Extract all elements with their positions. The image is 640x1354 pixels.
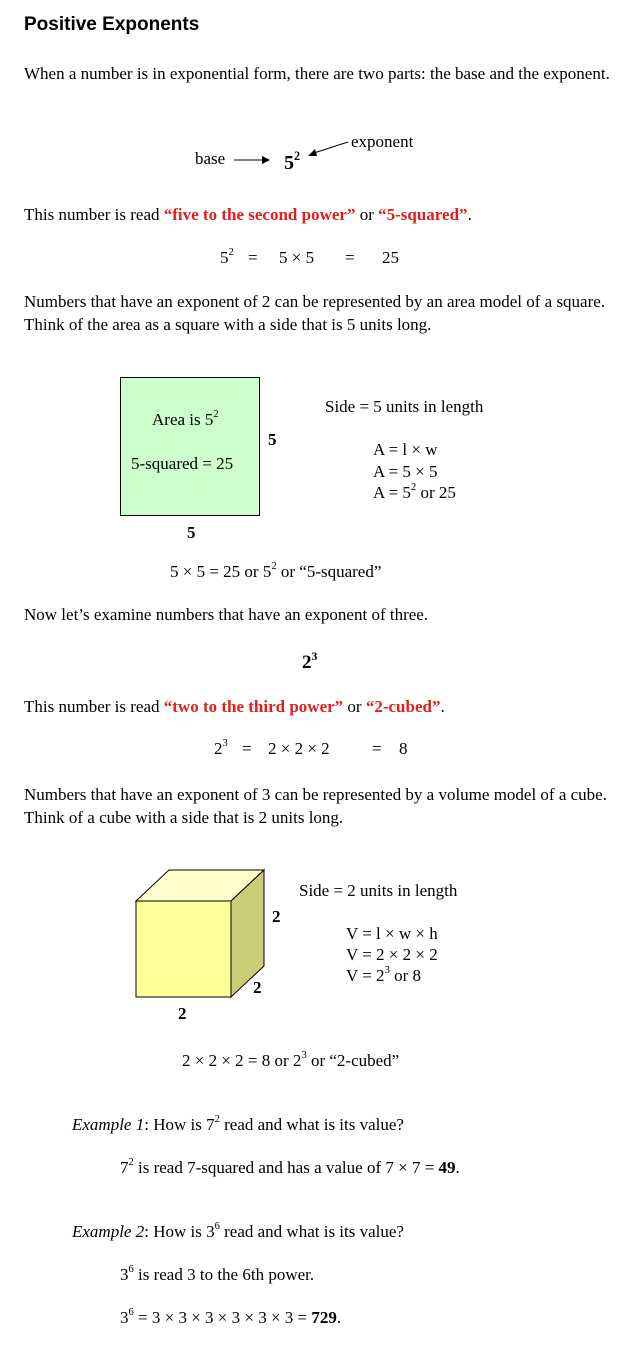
square-side-bottom-label: 5 <box>187 523 196 542</box>
base-arrow-icon <box>232 150 272 170</box>
area-paragraph: Numbers that have an exponent of 2 can be represented by an area model of a square. Think of the area as a square with a side that is 5 units long. <box>24 292 606 334</box>
square-squared-label: 5-squared = 25 <box>131 454 234 473</box>
example-2-question: Example 2: How is $3^6$ read and what is its value? <box>72 1221 404 1241</box>
equation-squared-equals-1: = <box>248 248 258 267</box>
exponent-label: exponent <box>351 132 414 151</box>
example-2-answer-1: $3^6$ is read 3 to the 6th power. <box>120 1264 315 1284</box>
equation-cubed-result: 8 <box>399 739 408 758</box>
equation-squared-result: 25 <box>382 248 399 267</box>
volume-formula-line-2: V = 2 × 2 × 2 <box>346 945 438 964</box>
equation-squared-product: 5 × 5 <box>279 248 315 267</box>
example-1-question: Example 1: How is $7^2$ read and what is its value? <box>72 1114 404 1134</box>
square-summary: 5 × 5 = 25 or $5^2$ or “5-squared” <box>170 561 382 581</box>
cube-front-face <box>136 901 231 997</box>
cube-side-bottom-label: 2 <box>178 1004 187 1023</box>
square-area-label: Area is $5^2$ <box>152 409 219 429</box>
examine-paragraph: Now let’s examine numbers that have an exponent of three. <box>24 605 429 624</box>
equation-cubed-product: 2 × 2 × 2 <box>268 739 330 758</box>
area-formula-line-2: A = 5 × 5 <box>373 462 438 481</box>
cube-side-right-label: 2 <box>272 907 281 926</box>
read-line-cubed: This number is read “two to the third power” or “2-cubed”. <box>24 697 445 716</box>
cube-summary: 2 × 2 × 2 = 8 or $2^3$ or “2-cubed” <box>182 1050 400 1070</box>
cubed-example: $2^3$ <box>302 649 318 673</box>
page-title: Positive Exponents <box>24 14 200 35</box>
square-side-right-label: 5 <box>268 430 277 449</box>
example-1-answer: $7^2$ is read 7-squared and has a value of 7 × 7 = 49. <box>120 1157 460 1177</box>
square-side-info: Side = 5 units in length <box>325 397 484 416</box>
cube-side-info: Side = 2 units in length <box>299 881 458 900</box>
equation-squared-equals-2: = <box>345 248 355 267</box>
example-2-answer-2: $3^6 = 3 \times 3 \times 3 \times 3 \times 3 \times 3 = 729$. <box>120 1307 342 1327</box>
volume-paragraph: Numbers that have an exponent of 3 can be represented by a volume model of a cube. Think of a cube with a side that is 2 units long. <box>24 785 607 827</box>
cube-side-depth-label: 2 <box>253 978 262 997</box>
volume-formula-line-3: $V = 2^3$ or 8 <box>346 965 421 985</box>
base-exponent-example: $5^2$ <box>284 149 301 174</box>
intro-paragraph: When a number is in exponential form, there are two parts: the base and the exponent. <box>24 64 610 83</box>
base-label: base <box>195 149 226 168</box>
equation-cubed-base: $2^3$ <box>214 738 228 758</box>
equation-squared-base: $5^2$ <box>220 247 234 267</box>
area-formula-line-3: $A = 5^2$ or 25 <box>373 482 456 502</box>
equation-cubed-equals-1: = <box>242 739 252 758</box>
volume-model-cube <box>134 868 268 1000</box>
equation-cubed-equals-2: = <box>372 739 382 758</box>
exponent-arrow-icon <box>304 138 350 160</box>
area-formula-line-1: A = l × w <box>373 440 438 459</box>
read-line-squared: This number is read “five to the second power” or “5-squared”. <box>24 205 472 224</box>
area-model-square <box>120 377 260 516</box>
volume-formula-line-1: V = l × w × h <box>346 924 438 943</box>
